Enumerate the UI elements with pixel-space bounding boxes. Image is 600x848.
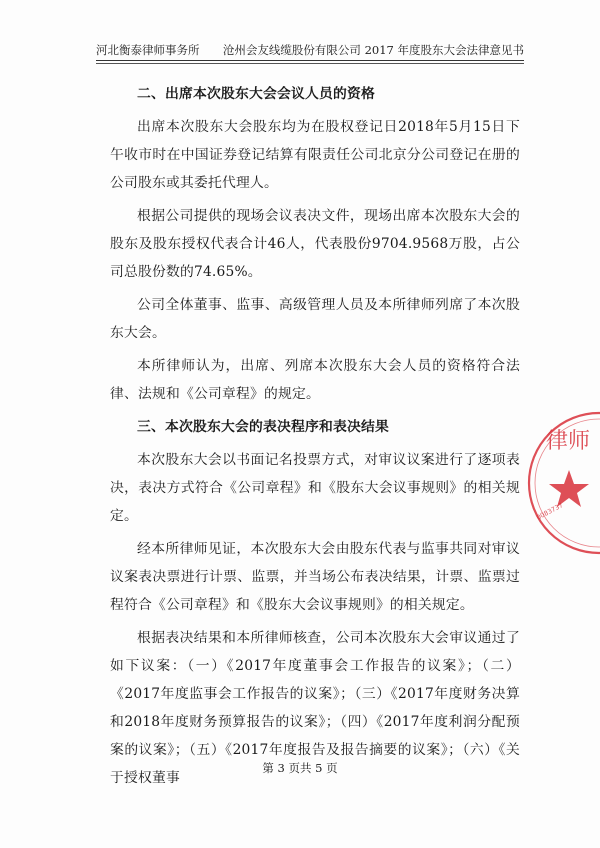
header-firm-name: 河北衡泰律师事务所 (96, 43, 200, 57)
paragraph: 本次股东大会以书面记名投票方式，对审议议案进行了逐项表决，表决方式符合《公司章程》和《股东大会议事规则》的相关规定。 (110, 452, 520, 524)
paragraph: 根据公司提供的现场会议表决文件，现场出席本次股东大会的股东及股东授权代表合计46人，代表股份9704.9568万股，占公司总股份数的74.65%。 (110, 208, 520, 280)
page-footer: 第 3 页共 5 页 (262, 761, 338, 775)
paragraph: 经本所律师见证，本次股东大会由股东代表与监事共同对审议议案表决票进行计票、监票，并当场公布表决结果，计票、监票过程符合《公司章程》和《股东大会议事规则》的相关规定。 (110, 541, 520, 613)
seal-star-icon (549, 470, 589, 507)
paragraph: 出席本次股东大会股东均为在股权登记日2018年5月15日下午收市时在中国证券登记结算有限责任公司北京分公司登记在册的公司股东或其委托代理人。 (110, 119, 520, 191)
header-document-title: 沧州会友线缆股份有限公司 2017 年度股东大会法律意见书 (222, 43, 524, 57)
paragraph: 根据表决结果和本所律师核查，公司本次股东大会审议通过了如下议案：（一）《2017年度董事会工作报告的议案》；（二）《2017年度监事会工作报告的议案》；（三）《2017年度财务决算和2018年度财务预算报告的议案》；（四）《2017年度利润分配预案的议案》；（五）《2017年度报告及报告摘要的议案》；（六）《关于授权董事 (110, 630, 520, 786)
paragraph: 公司全体董事、监事、高级管理人员及本所律师列席了本次股东大会。 (110, 297, 520, 341)
section-heading: 三、本次股东大会的表决程序和表决结果 (137, 419, 389, 435)
seal-code: 0083737 (535, 501, 565, 522)
seal-text: 律师 (546, 429, 591, 454)
header-rule-thin (96, 63, 524, 64)
header-rule (96, 60, 524, 61)
page-header (96, 40, 524, 58)
law-firm-seal (524, 408, 600, 558)
document-body (110, 80, 520, 797)
paragraph: 本所律师认为，出席、列席本次股东大会人员的资格符合法律、法规和《公司章程》的规定。 (110, 358, 520, 402)
section-heading: 二、出席本次股东大会会议人员的资格 (137, 86, 375, 102)
